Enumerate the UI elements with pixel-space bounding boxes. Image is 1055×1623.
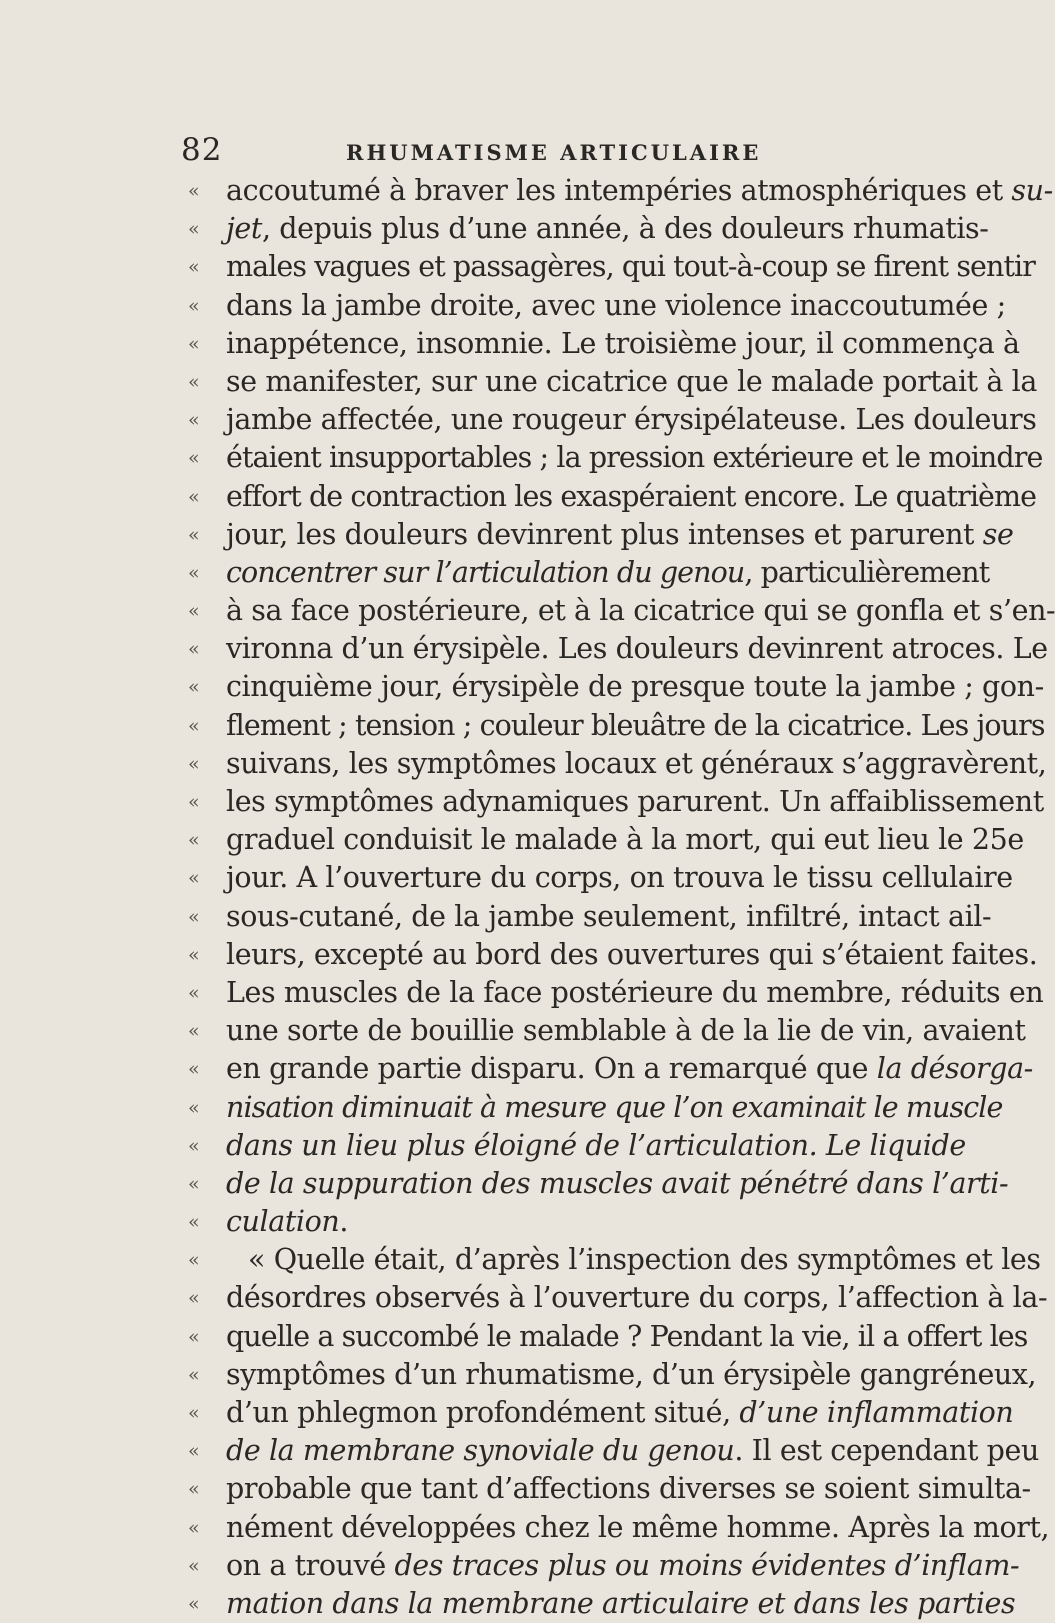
- line-text: [226, 1585, 1015, 1623]
- line-text: [226, 363, 1037, 401]
- line-text: [226, 1012, 1026, 1050]
- italic-text: jet: [226, 212, 262, 246]
- roman-text: se manifester, sur une cicatrice que le malade portait à la: [226, 364, 1037, 398]
- line-text: [226, 1050, 1033, 1088]
- quote-mark: «: [188, 1402, 200, 1424]
- italic-text: de la suppuration des muscles avait pénétré dans l’arti-: [226, 1166, 1009, 1200]
- text-line: [0, 974, 1044, 1012]
- quote-mark: «: [188, 1211, 200, 1234]
- line-text: [226, 936, 1037, 974]
- quote-mark: «: [188, 256, 200, 279]
- text-line: [0, 325, 1020, 363]
- quote-mark: «: [188, 294, 200, 317]
- line-text: [226, 859, 1013, 897]
- quote-mark: «: [188, 752, 200, 775]
- roman-text: « Quelle était, d’après l’inspection des symptômes et les: [248, 1243, 1041, 1277]
- roman-text: suivans, les symptômes locaux et généraux s’aggravèrent,: [226, 746, 1047, 780]
- roman-text: . Il est cependant peu: [734, 1434, 1039, 1468]
- quote-mark: «: [188, 981, 200, 1004]
- italic-text: la désorga-: [876, 1052, 1033, 1086]
- line-text: [226, 1165, 1008, 1203]
- quote-mark: «: [188, 829, 200, 852]
- text-line: [0, 248, 1035, 286]
- roman-text: , depuis plus d’une année, à des douleurs rhumatis-: [261, 212, 989, 246]
- quote-mark: «: [188, 1096, 200, 1119]
- roman-text: probable que tant d’affections diverses se soient simulta-: [226, 1472, 1031, 1506]
- quote-mark: «: [188, 1516, 200, 1539]
- text-line: [0, 821, 1024, 859]
- text-line: [0, 1318, 1028, 1356]
- roman-text: symptômes d’un rhumatisme, d’un érysipèle gangréneux,: [226, 1357, 1037, 1391]
- line-text: [226, 1318, 1028, 1356]
- roman-text: on a trouvé: [226, 1548, 395, 1582]
- line-text: [226, 1432, 1039, 1470]
- line-text: [226, 821, 1024, 859]
- quote-mark: «: [188, 1058, 200, 1081]
- quote-mark: «: [188, 485, 200, 508]
- line-text: [226, 210, 989, 248]
- line-text: [226, 707, 1045, 745]
- roman-text: à sa face postérieure, et à la cicatrice qui se gonfla et s’en-: [226, 594, 1055, 628]
- page-number: 82: [181, 132, 223, 168]
- quote-mark: «: [188, 676, 200, 699]
- roman-text: étaient insupportables ; la pression extérieure et le moindre: [226, 441, 1043, 475]
- line-text: [226, 783, 1044, 821]
- line-text: [226, 1509, 1049, 1547]
- line-text: [226, 287, 1006, 325]
- roman-text: jambe affectée, une rougeur érysipélateuse. Les douleurs: [226, 403, 1037, 437]
- quote-mark: «: [188, 1478, 200, 1501]
- line-text: [226, 1127, 966, 1165]
- quote-mark: «: [188, 447, 200, 470]
- quote-mark: «: [188, 1172, 200, 1195]
- line-text: [226, 325, 1020, 363]
- roman-text: les symptômes adynamiques parurent. Un affaiblissement: [226, 785, 1044, 818]
- text-line: [0, 478, 1037, 516]
- italic-text: se: [982, 517, 1014, 551]
- text-line: [0, 859, 1013, 897]
- roman-text: males vagues et passagères, qui tout-à-coup se firent sentir: [226, 250, 1035, 284]
- text-line: [0, 363, 1037, 401]
- line-text: [226, 1089, 1002, 1127]
- roman-text: jour, les douleurs devinrent plus intenses et parurent: [226, 517, 983, 551]
- quote-mark: «: [188, 600, 200, 623]
- roman-text: leurs, excepté au bord des ouvertures qui s’étaient faites.: [226, 937, 1038, 971]
- line-text: [226, 554, 989, 592]
- roman-text: Les muscles de la face postérieure du membre, réduits en: [226, 975, 1044, 1009]
- quote-mark: «: [188, 638, 200, 661]
- quote-mark: «: [188, 943, 200, 966]
- italic-text: dans un lieu plus éloigné de l’articulation. Le liquide: [226, 1128, 966, 1162]
- quote-mark: «: [188, 867, 200, 890]
- roman-text: sous-cutané, de la jambe seulement, infiltré, intact ail-: [226, 899, 992, 933]
- line-text: [226, 1470, 1031, 1508]
- quote-mark: «: [188, 1325, 200, 1348]
- quote-mark: «: [188, 218, 200, 241]
- roman-text: quelle a succombé le malade ? Pendant la vie, il a offert les: [226, 1319, 1028, 1353]
- text-line: [0, 210, 989, 248]
- text-line: [0, 1165, 1009, 1203]
- italic-text: concentrer sur l’articulation du genou: [226, 555, 745, 589]
- text-line: [0, 1509, 1050, 1547]
- italic-text: des traces plus ou moins évidentes d’inflam-: [394, 1548, 1020, 1582]
- text-line: [0, 439, 1043, 477]
- text-line: [0, 287, 1006, 325]
- text-line: [0, 1547, 1020, 1585]
- roman-text: , particulièrement: [744, 555, 990, 589]
- roman-text: désordres observés à l’ouverture du corps, l’affection à la-: [226, 1281, 1048, 1315]
- roman-text: d’un phlegmon profondément situé,: [226, 1396, 740, 1429]
- quote-mark: «: [188, 1363, 200, 1386]
- italic-text: su-: [1011, 174, 1053, 207]
- text-line: [0, 1050, 1033, 1088]
- line-text: [226, 1356, 1036, 1394]
- line-text: [226, 592, 1055, 630]
- roman-text: flement ; tension ; couleur bleuâtre de la cicatrice. Les jours: [226, 708, 1045, 742]
- line-text: [226, 478, 1036, 516]
- text-line: [0, 1585, 1016, 1623]
- text-line: [0, 1203, 800, 1241]
- roman-text: cinquième jour, érysipèle de presque toute la jambe ; gon-: [226, 670, 1044, 704]
- quote-mark: «: [188, 1287, 200, 1310]
- quote-mark: «: [188, 523, 200, 546]
- line-text: [248, 1241, 1041, 1279]
- italic-text: nisation diminuait à mesure que l’on examinait le muscle: [226, 1090, 1003, 1124]
- roman-text: graduel conduisit le malade à la mort, qui eut lieu le 25e: [226, 823, 1024, 857]
- text-line: [0, 1432, 1039, 1470]
- text-line: [0, 668, 1044, 706]
- quote-mark: «: [188, 1592, 200, 1615]
- text-line: [0, 172, 1053, 210]
- quote-mark: «: [188, 409, 200, 432]
- line-text: [226, 401, 1036, 439]
- running-title: RHUMATISME ARTICULAIRE: [346, 140, 762, 165]
- roman-text: en grande partie disparu. On a remarqué que: [226, 1052, 877, 1086]
- italic-text: de la membrane synoviale du genou: [226, 1434, 735, 1468]
- text-line: [0, 516, 1014, 554]
- line-text: [226, 745, 1046, 783]
- text-line: [0, 1356, 1037, 1394]
- quote-mark: «: [188, 1020, 200, 1043]
- roman-text: inappétence, insomnie. Le troisième jour, il commença à: [226, 326, 1020, 360]
- text-line: [0, 1127, 966, 1165]
- line-text: [226, 248, 1035, 286]
- line-text: [226, 516, 1013, 554]
- quote-mark: «: [188, 905, 200, 928]
- line-text: [226, 1279, 1047, 1317]
- page-header: [0, 132, 800, 172]
- roman-text: effort de contraction les exaspéraient encore. Le quatrième: [226, 479, 1037, 513]
- text-line: [0, 936, 1038, 974]
- text-line: [0, 1394, 1014, 1432]
- line-text: [226, 1547, 1019, 1585]
- text-line: [0, 1241, 1041, 1279]
- line-text: [226, 1394, 1013, 1432]
- quote-mark: «: [188, 1249, 200, 1272]
- quote-mark: «: [188, 1554, 200, 1577]
- text-line: [0, 745, 1047, 783]
- line-text: [226, 668, 1044, 706]
- line-text: [226, 172, 1053, 210]
- text-line: [0, 1279, 1048, 1317]
- text-line: [0, 630, 1048, 668]
- italic-text: d’une inflammation: [739, 1396, 1014, 1429]
- roman-text: dans la jambe droite, avec une violence inaccoutumée ;: [226, 288, 1006, 322]
- quote-mark: «: [188, 561, 200, 584]
- quote-mark: «: [188, 370, 200, 393]
- quote-mark: «: [188, 332, 200, 355]
- text-line: [0, 707, 1045, 745]
- roman-text: nément développées chez le même homme. Après la mort,: [226, 1510, 1050, 1544]
- quote-mark: «: [188, 791, 200, 813]
- text-line: [0, 401, 1037, 439]
- quote-mark: «: [188, 1440, 200, 1463]
- italic-text: mation dans la membrane articulaire et dans les parties: [226, 1586, 1016, 1620]
- line-text: [226, 630, 1048, 668]
- text-line: [0, 783, 1044, 821]
- quote-mark: «: [188, 714, 200, 737]
- quote-mark: «: [188, 1134, 200, 1157]
- quote-mark: «: [188, 180, 200, 202]
- text-line: [0, 1089, 1003, 1127]
- body-text: [0, 172, 1055, 1623]
- text-line: [0, 592, 1055, 630]
- text-line: [0, 554, 990, 592]
- text-line: [0, 1470, 1031, 1508]
- roman-text: une sorte de bouillie semblable à de la lie de vin, avaient: [226, 1014, 1026, 1048]
- text-line: [0, 898, 992, 936]
- roman-text: jour. A l’ouverture du corps, on trouva le tissu cellulaire: [226, 861, 1013, 895]
- roman-text: vironna d’un érysipèle. Les douleurs devinrent atroces. Le: [226, 632, 1048, 666]
- text-line: [0, 1012, 1026, 1050]
- line-text: [226, 898, 991, 936]
- italic-text: culation: [226, 1205, 340, 1239]
- roman-text: accoutumé à braver les intempéries atmosphériques et: [226, 174, 1012, 207]
- line-text: [226, 1203, 348, 1241]
- line-text: [226, 439, 1042, 477]
- roman-text: .: [339, 1205, 348, 1239]
- line-text: [226, 974, 1043, 1012]
